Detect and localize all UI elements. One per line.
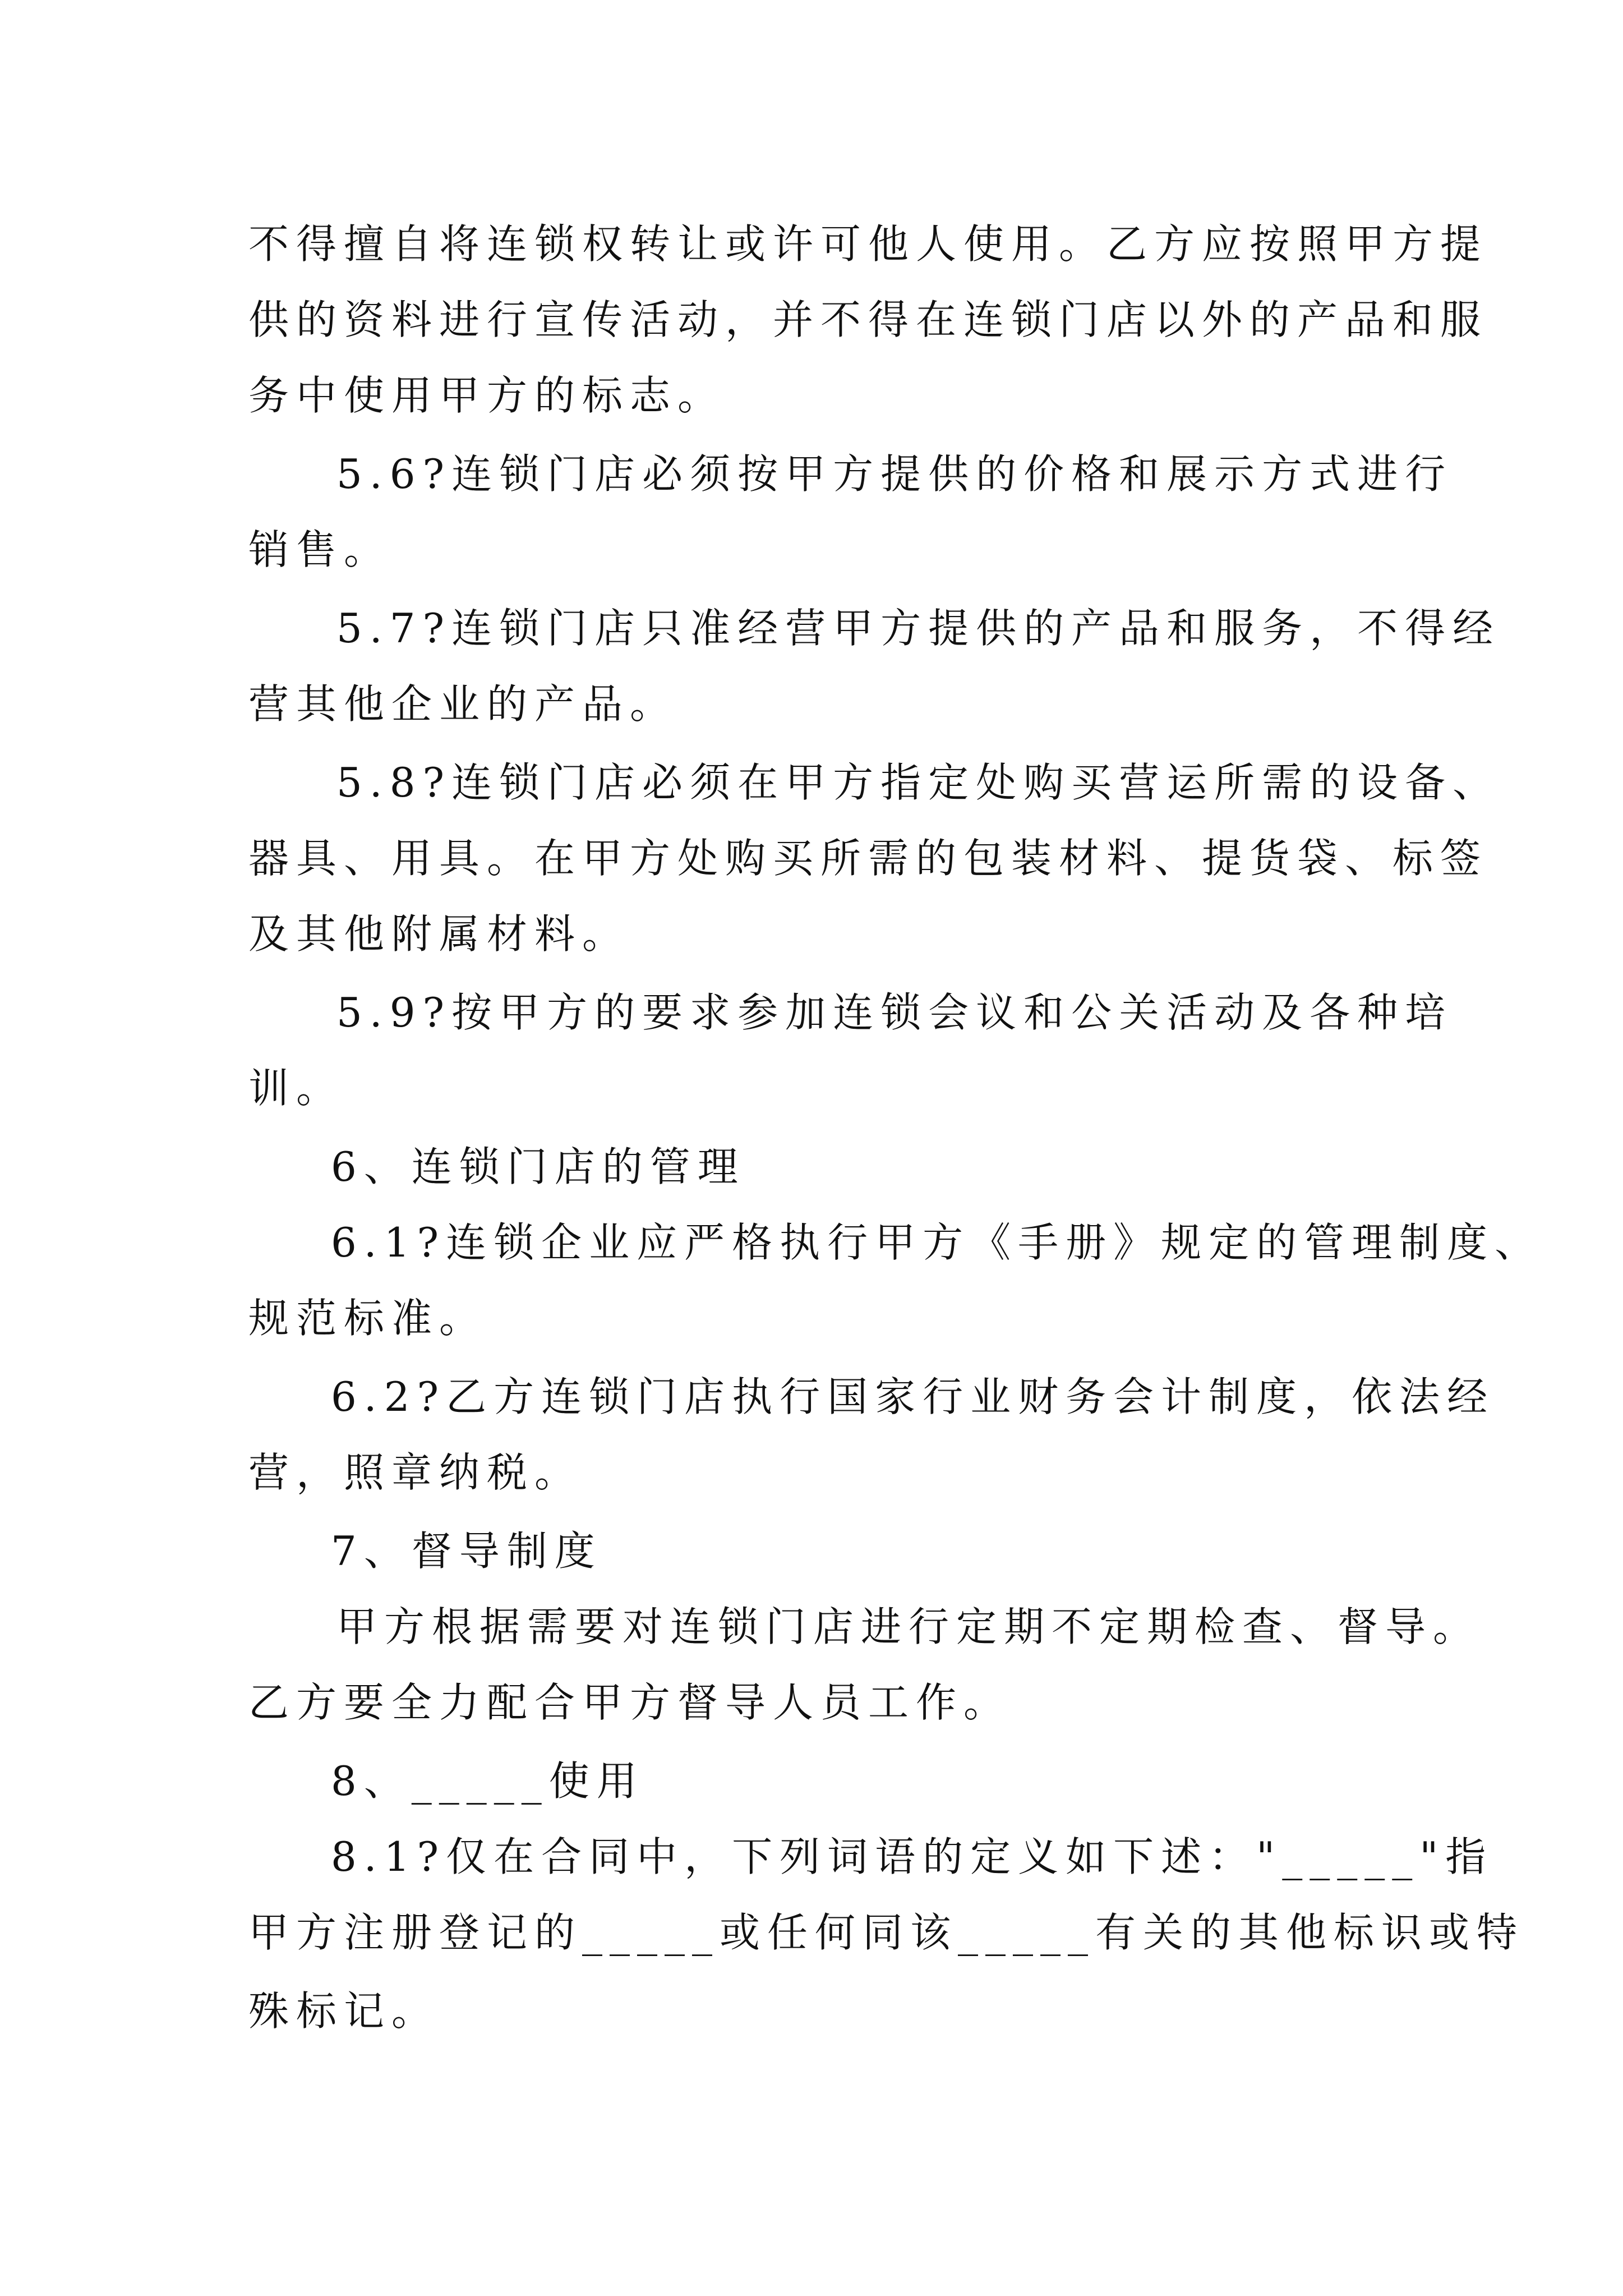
text-line: 器具、用具。在甲方处购买所需的包装材料、提货袋、标签 — [248, 835, 1488, 882]
section-heading-8: 8、_____使用 — [331, 1757, 644, 1805]
text-line: 甲方注册登记的_____或任何同该_____有关的其他标识或特 — [248, 1909, 1525, 1956]
text-line: 殊标记。 — [248, 1987, 440, 2035]
text-line: 营其他企业的产品。 — [248, 680, 678, 728]
text-line: 规范标准。 — [248, 1295, 487, 1342]
clause-5-9: 5.9?按甲方的要求参加连锁会议和公关活动及各种培 — [336, 989, 1453, 1036]
text-line: 训。 — [248, 1065, 344, 1112]
text-line: 营，照章纳税。 — [248, 1449, 583, 1496]
section-heading-7: 7、督导制度 — [331, 1527, 602, 1575]
section-heading-6: 6、连锁门店的管理 — [331, 1143, 745, 1190]
clause-6-2: 6.2?乙方连锁门店执行国家行业财务会计制度，依法经 — [331, 1373, 1495, 1420]
text-line: 乙方要全力配合甲方督导人员工作。 — [248, 1679, 1012, 1726]
text-line: 供的资料进行宣传活动，并不得在连锁门店以外的产品和服 — [248, 296, 1488, 343]
clause-5-6: 5.6?连锁门店必须按甲方提供的价格和展示方式进行 — [336, 450, 1453, 498]
clause-8-1: 8.1?仅在合同中，下列词语的定义如下述："_____"指 — [331, 1833, 1493, 1880]
clause-5-8: 5.8?连锁门店必须在甲方指定处购买营运所需的设备、 — [336, 759, 1501, 806]
text-line: 甲方根据需要对连锁门店进行定期不定期检查、督导。 — [336, 1603, 1481, 1650]
text-line: 及其他附属材料。 — [248, 910, 630, 958]
text-line: 务中使用甲方的标志。 — [248, 372, 726, 419]
clause-5-7: 5.7?连锁门店只准经营甲方提供的产品和服务，不得经 — [336, 605, 1501, 652]
clause-6-1: 6.1?连锁企业应严格执行甲方《手册》规定的管理制度、 — [331, 1219, 1543, 1266]
text-line: 不得擅自将连锁权转让或许可他人使用。乙方应按照甲方提 — [248, 220, 1488, 268]
text-line: 销售。 — [248, 526, 392, 573]
